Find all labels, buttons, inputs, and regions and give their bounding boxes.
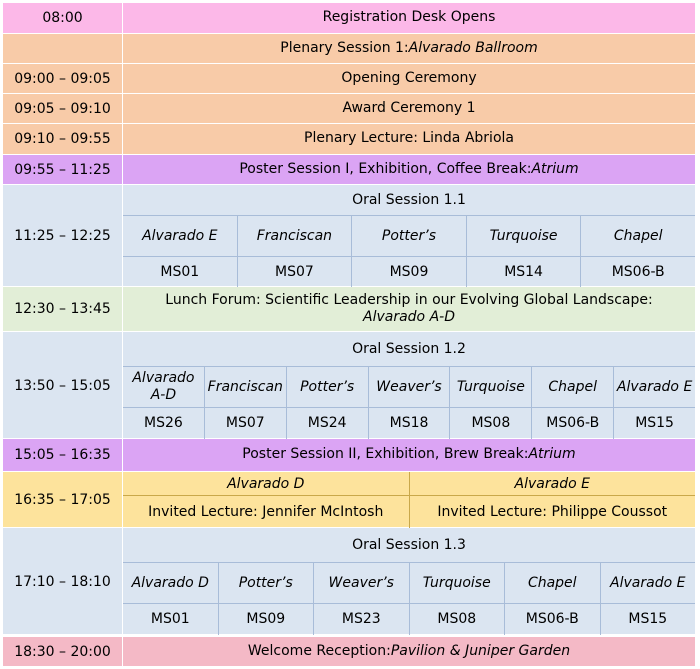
room-cell: Potter’s	[352, 216, 467, 256]
event-cell	[123, 439, 695, 471]
event-text: Welcome Reception:	[247, 642, 391, 659]
session-block	[123, 528, 695, 635]
schedule-row-oral-session-1-1	[3, 185, 695, 287]
session-code-cell: MS23	[314, 604, 410, 635]
session-title: Oral Session 1.1	[123, 185, 695, 216]
session-code-cell: MS15	[635, 415, 674, 432]
invited-room-row	[123, 472, 695, 496]
room-cell: Alvarado D	[227, 475, 305, 492]
session-title: Oral Session 1.3	[123, 528, 695, 563]
schedule-row-award	[3, 94, 695, 124]
room-cell: Alvarado E	[610, 574, 686, 591]
session-code-cell: MS18	[369, 408, 451, 439]
room-cell: Chapel	[532, 367, 614, 407]
invited-block	[123, 472, 695, 528]
room-cell: Potter’s	[219, 563, 315, 603]
venue-text: Atrium	[528, 446, 576, 463]
venue-text: Alvarado A-D	[363, 309, 455, 325]
event-cell	[123, 637, 695, 666]
time-cell: 09:05 – 09:10	[3, 94, 123, 123]
session-code-cell: MS24	[287, 408, 369, 439]
schedule-row-poster-session-1	[3, 155, 695, 185]
session-code-cell: MS06-B	[505, 604, 601, 635]
room-cell: Chapel	[613, 227, 663, 244]
time-cell: 17:10 – 18:10	[3, 528, 123, 635]
room-cell: Chapel	[505, 563, 601, 603]
invited-lecture-row	[123, 496, 695, 528]
time-cell: 08:00	[3, 3, 123, 33]
room-cell: Franciscan	[205, 367, 287, 407]
schedule-row-oral-session-1-3	[3, 528, 695, 635]
session-code-cell: MS09	[352, 257, 467, 287]
room-cell: Weaver’s	[314, 563, 410, 603]
session-code-cell: MS06-B	[611, 263, 665, 280]
schedule-row-registration	[3, 3, 695, 34]
time-cell: 13:50 – 15:05	[3, 332, 123, 439]
schedule-row-invited-lectures	[3, 472, 695, 528]
room-row	[123, 563, 695, 604]
time-cell: 16:35 – 17:05	[3, 472, 123, 528]
room-cell: Alvarado A-D	[123, 367, 205, 407]
venue-text: Alvarado Ballroom	[408, 39, 538, 56]
event-cell	[123, 34, 695, 63]
code-row	[123, 408, 695, 439]
session-code-cell: MS06-B	[532, 408, 614, 439]
room-cell: Weaver’s	[369, 367, 451, 407]
schedule-row-welcome-reception	[3, 637, 695, 667]
session-code-cell: MS07	[238, 257, 353, 287]
session-code-cell: MS14	[467, 257, 582, 287]
room-cell: Franciscan	[238, 216, 353, 256]
event-cell: Opening Ceremony	[341, 69, 477, 86]
time-cell: 09:55 – 11:25	[3, 155, 123, 184]
room-row	[123, 216, 695, 257]
event-cell: Registration Desk Opens	[322, 9, 496, 26]
venue-text: Pavilion & Juniper Garden	[390, 642, 571, 659]
time-cell	[3, 34, 123, 63]
schedule-row-lunch-forum	[3, 287, 695, 332]
time-cell: 09:00 – 09:05	[3, 64, 123, 93]
code-row	[123, 604, 695, 635]
session-code-cell: MS07	[205, 408, 287, 439]
session-code-cell: MS15	[628, 611, 668, 628]
session-title: Oral Session 1.2	[123, 332, 695, 367]
schedule-row-oral-session-1-2	[3, 332, 695, 439]
schedule-table	[3, 3, 695, 667]
session-block	[123, 185, 695, 287]
time-cell: 15:05 – 16:35	[3, 439, 123, 471]
event-cell: Award Ceremony 1	[342, 99, 476, 116]
session-code-cell: MS09	[219, 604, 315, 635]
time-cell: 11:25 – 12:25	[3, 185, 123, 287]
room-row	[123, 367, 695, 408]
schedule-row-plenary-session	[3, 34, 695, 64]
schedule-row-plenary-lecture	[3, 124, 695, 155]
session-code-cell: MS01	[123, 604, 219, 635]
time-cell: 09:10 – 09:55	[3, 124, 123, 154]
time-cell: 12:30 – 13:45	[3, 287, 123, 331]
schedule-row-poster-session-2	[3, 439, 695, 472]
event-cell	[123, 287, 695, 331]
schedule-row-opening	[3, 64, 695, 94]
room-cell: Turquoise	[450, 367, 532, 407]
room-cell: Alvarado D	[123, 563, 219, 603]
room-cell: Alvarado E	[616, 378, 693, 395]
room-cell: Potter’s	[287, 367, 369, 407]
event-cell: Plenary Lecture: Linda Abriola	[304, 130, 514, 147]
room-cell: Alvarado E	[123, 216, 238, 256]
session-block	[123, 332, 695, 439]
event-text: Plenary Session 1:	[280, 39, 409, 56]
event-text: Lunch Forum: Scientific Leadership in our Evolving Global Landscape:	[165, 291, 653, 308]
room-cell: Turquoise	[467, 216, 582, 256]
invited-lecture-cell: Invited Lecture: Jennifer McIntosh	[148, 504, 384, 520]
event-text: Poster Session I, Exhibition, Coffee Break:	[239, 160, 532, 177]
session-code-cell: MS08	[410, 604, 506, 635]
invited-lecture-cell: Invited Lecture: Philippe Coussot	[409, 496, 696, 528]
time-cell: 18:30 – 20:00	[3, 637, 123, 666]
room-cell: Alvarado E	[409, 472, 696, 495]
session-code-cell: MS01	[123, 257, 238, 287]
code-row	[123, 257, 695, 287]
session-code-cell: MS08	[450, 408, 532, 439]
event-cell	[123, 155, 695, 184]
room-cell: Turquoise	[410, 563, 506, 603]
session-code-cell: MS26	[123, 408, 205, 439]
event-text: Poster Session II, Exhibition, Brew Break:	[242, 446, 529, 463]
venue-text: Atrium	[531, 160, 579, 177]
